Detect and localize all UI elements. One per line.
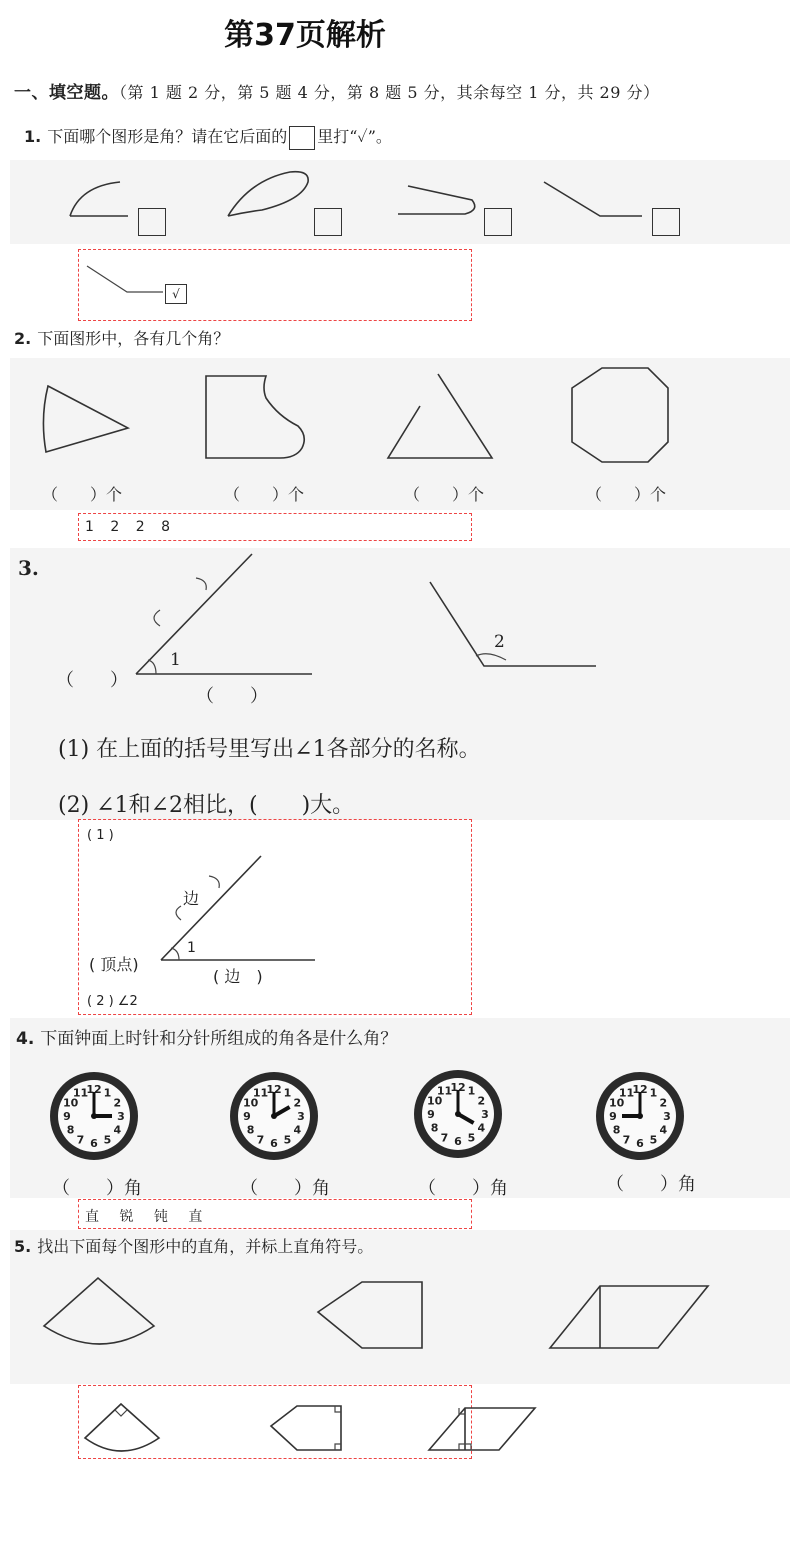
answer-box-3 [78,819,472,1015]
checkbox-1[interactable] [138,208,166,236]
answer-check-box: √ [165,284,187,304]
clock-number: 7 [256,1133,265,1147]
clock-number: 1 [649,1086,658,1100]
question-2-shapes [10,358,790,510]
octagon-shape [572,368,668,462]
clock-number: 6 [636,1137,644,1150]
clock-number: 11 [618,1086,635,1100]
clock-number: 4 [293,1123,302,1137]
q4-blank-3[interactable]: （ ）角 [418,1178,508,1199]
question-3-sub-2: (2) ∠1和∠2相比，( )大。 [58,793,355,818]
answer-box-5 [78,1385,472,1459]
angle-1-rays [136,554,312,674]
clock-number: 12 [450,1081,466,1094]
clock-number: 4 [659,1123,668,1137]
question-2-text [14,326,229,349]
q4-blank-1[interactable]: （ ）角 [52,1178,142,1199]
answer-box-2 [78,513,472,541]
clock-number: 1 [103,1086,112,1100]
answer-angle-label: 1 [187,940,196,956]
clock-3 [414,1070,502,1158]
clock-4 [596,1072,684,1160]
checkbox-4[interactable] [652,208,680,236]
answer-edge-upper: 边 [183,889,200,908]
clock-number: 12 [632,1083,648,1096]
answer-angle-shape [87,266,163,292]
question-5-prompt: 找出下面每个图形中的直角，并标上直角符号。 [37,1237,374,1256]
answer-pentagon [271,1406,341,1450]
answer-3-angle [79,820,473,1016]
clock-number: 5 [283,1133,292,1147]
q2-blank-4[interactable]: （ ）个 [586,485,667,504]
clock-number: 1 [467,1084,476,1098]
question-1-prompt-b: 里打“✓”。 [317,127,392,146]
clock-number: 6 [454,1135,462,1148]
question-4-area [10,1018,790,1198]
edge-blank[interactable]: （ ） [196,686,268,707]
question-2-prompt: 下面图形中，各有几个角？ [37,329,230,348]
clock-number: 2 [659,1096,668,1110]
clock-number: 9 [427,1108,435,1121]
clock-center [91,1113,97,1119]
angle-2-rays [430,582,596,666]
clock-number: 3 [663,1110,671,1123]
clock-number: 5 [467,1131,476,1145]
question-4-prompt: 下面钟面上时针和分针所组成的角各是什么角？ [40,1029,398,1049]
clock-number: 10 [608,1096,625,1110]
clock-number: 3 [297,1110,305,1123]
angle-1-arc [148,660,156,674]
question-1-figures [10,160,790,244]
checkbox-2[interactable] [314,208,342,236]
clock-1 [50,1072,138,1160]
clock-2 [230,1072,318,1160]
clock-number: 8 [430,1121,439,1135]
clock-number: 11 [436,1084,453,1098]
clock-center [637,1113,643,1119]
clock-number: 4 [477,1121,486,1135]
answer-vertex-label: ( 顶点) [89,955,139,974]
angle-2-label: 2 [494,632,505,652]
question-3-number: 3. [18,556,39,580]
checkbox-3[interactable] [484,208,512,236]
q4-blank-2[interactable]: （ ）角 [240,1178,330,1199]
clock-number: 3 [481,1108,489,1121]
question-1-number: 1. [24,127,42,146]
clock-number: 12 [266,1083,282,1096]
question-3-area [10,548,790,820]
clock-number: 7 [440,1131,449,1145]
section-heading [14,78,660,103]
clock-number: 9 [63,1110,71,1123]
vertex-blank[interactable]: （ ） [56,670,128,691]
upper-paren-mark [196,578,206,590]
question-2-figures [10,358,790,510]
answer-2-text: 1 2 2 8 [85,519,176,535]
upper-paren-mark-2 [154,610,160,626]
clock-number: 11 [252,1086,269,1100]
q2-blank-3[interactable]: （ ）个 [404,485,485,504]
angle-2-arc [476,654,506,660]
clock-number: 4 [113,1123,122,1137]
clock-number: 8 [612,1123,621,1137]
clock-center [271,1113,277,1119]
q2-blank-1[interactable]: （ ）个 [42,485,123,504]
clock-number: 8 [246,1123,255,1137]
answer-3-sub-2: ( 2 ) ∠2 [87,994,138,1009]
pentagon-shape [318,1282,422,1348]
angle-1-label: 1 [170,650,181,670]
clock-number: 5 [103,1133,112,1147]
clock-number: 5 [649,1133,658,1147]
question-1-text [24,124,392,150]
fan-shape [43,386,128,452]
question-5-shapes [10,1230,790,1384]
answer-sector-right-angle-mark [115,1410,127,1416]
clock-number: 9 [609,1110,617,1123]
question-2-number: 2. [14,329,32,348]
loop-shape-2 [228,172,308,216]
answer-5-shapes [79,1386,473,1460]
clock-center [455,1111,461,1117]
q4-blank-4[interactable]: （ ）角 [606,1174,696,1195]
answer-1-angle [79,250,473,322]
clock-number: 8 [66,1123,75,1137]
question-4-number: 4. [16,1029,35,1049]
clock-number: 6 [270,1137,278,1150]
question-3-sub-1: (1) 在上面的括号里写出∠1各部分的名称。 [58,737,481,762]
answer-4-text: 直 锐 钝 直 [85,1209,211,1225]
clock-number: 10 [426,1094,443,1108]
open-triangle-shape [388,374,492,458]
sector-shape [44,1278,154,1344]
clock-number: 7 [76,1133,85,1147]
clock-number: 3 [117,1110,125,1123]
clock-number: 2 [293,1096,302,1110]
answer-parallelogram [429,1408,535,1450]
question-5-area [10,1230,790,1384]
clock-number: 2 [113,1096,122,1110]
answer-3-sub-1-label: ( 1 ) [87,828,114,843]
angle-shape-4 [544,182,642,216]
section-score-note: （第 1 题 2 分，第 5 题 4 分，第 8 题 5 分，其余每空 1 分，共 29 分） [119,83,660,102]
q2-blank-2[interactable]: （ ）个 [224,485,305,504]
clock-number: 10 [242,1096,259,1110]
answer-edge-lower: ( 边 ) [213,967,263,986]
clock-number: 11 [72,1086,89,1100]
section-head-label: 一、填空题。 [14,83,119,103]
answer-sector [85,1404,159,1451]
clock-number: 6 [90,1137,98,1150]
curved-end-shape-3 [398,186,475,214]
checkbox-sample-icon [289,126,315,150]
answer-box-4 [78,1199,472,1229]
question-5-number: 5. [14,1237,32,1256]
answer-paren-mark-2 [176,906,181,920]
answer-paren-mark [209,876,219,888]
answer-pentagon-right-angle-marks [335,1406,341,1450]
clock-number: 9 [243,1110,251,1123]
clock-number: 10 [62,1096,79,1110]
curved-square-shape [206,376,304,458]
clock-number: 7 [622,1133,631,1147]
curved-shape-1 [70,182,128,216]
question-1-prompt-a: 下面哪个图形是角？请在它后面的 [47,127,288,146]
answer-angle-arc [171,948,179,960]
clock-number: 2 [477,1094,486,1108]
page-title: 第37页解析 [224,18,386,53]
parallelogram-shape [550,1286,708,1348]
answer-box-1 [78,249,472,321]
clock-number: 12 [86,1083,102,1096]
clock-number: 1 [283,1086,292,1100]
